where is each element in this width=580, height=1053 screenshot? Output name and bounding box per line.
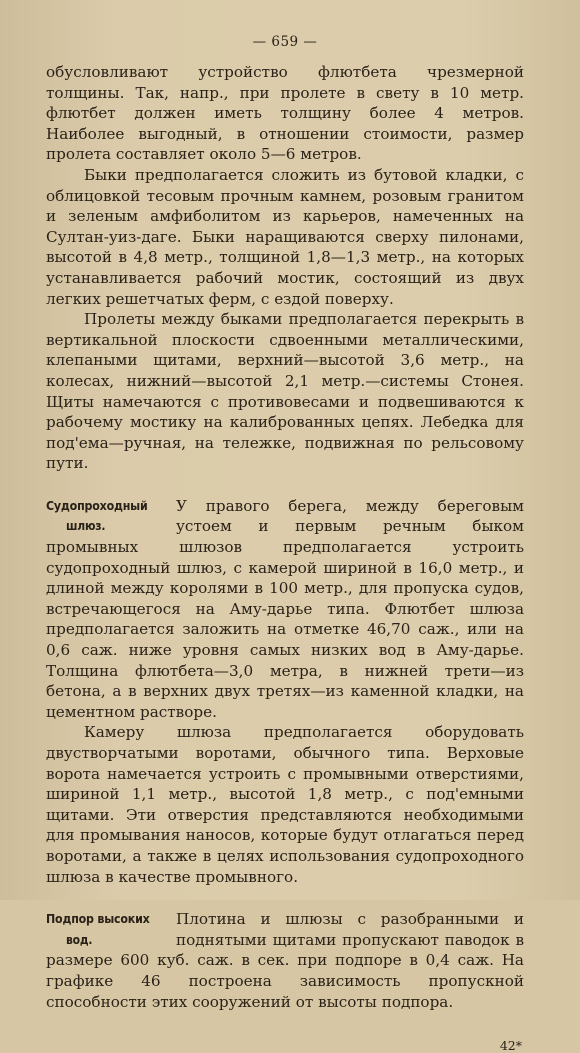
side-heading-navigation-lock bbox=[46, 496, 168, 537]
paragraph-piers: Быки предполагается сложить из бутовой кладки, с облицовкой тесовым прочным камнем, розовым гранитом и зеленым амфиболитом из карьеров, намеченных на Султан-уиз-даге. Быки наращиваются сверху пилонами, высотой в 4,8 метр., толщиной 1,8—1,3 метр., на которых устанавливается рабочий мостик, состоящий из двух легких решетчатых ферм, с ездой поверху. bbox=[46, 165, 524, 308]
section-gap bbox=[46, 474, 524, 496]
paragraph-lock-gates: Камеру шлюза предполагается оборудовать двустворчатыми воротами, обычного типа. Верховые ворота намечается устроить с промывными отверстиями, шириной 1,1 метр., высотой 1,8 метр., с под'емными щитами. Эти отверстия представляются необходимыми для промывания наносов, которые будут отлагаться перед воротами, а также в целях использования судопроходного шлюза в качестве промывного. bbox=[46, 723, 524, 886]
signature-mark: 42* bbox=[499, 1038, 522, 1053]
side-heading-line2: вод. bbox=[66, 932, 93, 947]
section-high-water bbox=[46, 909, 524, 1012]
paragraph-spans: Пролеты между быками предполагается перекрыть в вертикальной плоскости сдвоенными металлическими, клепаными щитами, верхний—высотой 3,6 метр., на колесах, нижний—высотой 2,1 метр.—системы Стонея. Щиты намечаются с противовесами и подвешиваются к рабочему мостику на калиброванных цепях. Лебедка для под'ема—ручная, на тележке, подвижная по рельсовому пути. bbox=[46, 310, 524, 473]
paragraph-flutbet: обусловливают устройство флютбета чрезмерной толщины. Так, напр., при пролете в свету в 10 метр. флютбет должен иметь толщину более 4 метров. Наиболее выгодный, в отношении стоимости, размер пролета составляет около 5—6 метров. bbox=[46, 63, 524, 164]
paragraph-high-water: Плотина и шлюзы с разобранными и поднятыми щитами пропускают паводок в размере 600 куб. саж. в сек. при подпоре в 0,4 саж. На графике 46 построена зависимость пропускной способности этих сооружений от высоты подпора. bbox=[46, 910, 524, 1011]
page-number: — 659 — bbox=[252, 34, 318, 50]
side-heading-high-water bbox=[46, 909, 168, 950]
section-navigation-lock bbox=[46, 496, 524, 887]
side-heading-line1: Судопроходный bbox=[46, 498, 148, 513]
side-heading-line1: Подпор высоких bbox=[46, 912, 150, 927]
section-gap bbox=[46, 887, 524, 909]
side-heading-line2: шлюз. bbox=[66, 519, 106, 534]
paragraph-lock-description: У правого берега, между береговым устоем и первым речным быком промывных шлюзов предполагается устроить судопроходный шлюз, с камерой шириной в 16,0 метр., и длиной между королями в 100 метр., для пропуска судов, встречающегося на Аму-дарье типа. Флютбет шлюза предполагается заложить на отметке 46,70 саж., или на 0,6 саж. ниже уровня самых низких вод в Аму-дарье. Толщина флютбета—3,0 метра, в нижней трети—из бетона, а в верхних двух третях—из каменной кладки, на цементном растворе. bbox=[46, 496, 524, 721]
